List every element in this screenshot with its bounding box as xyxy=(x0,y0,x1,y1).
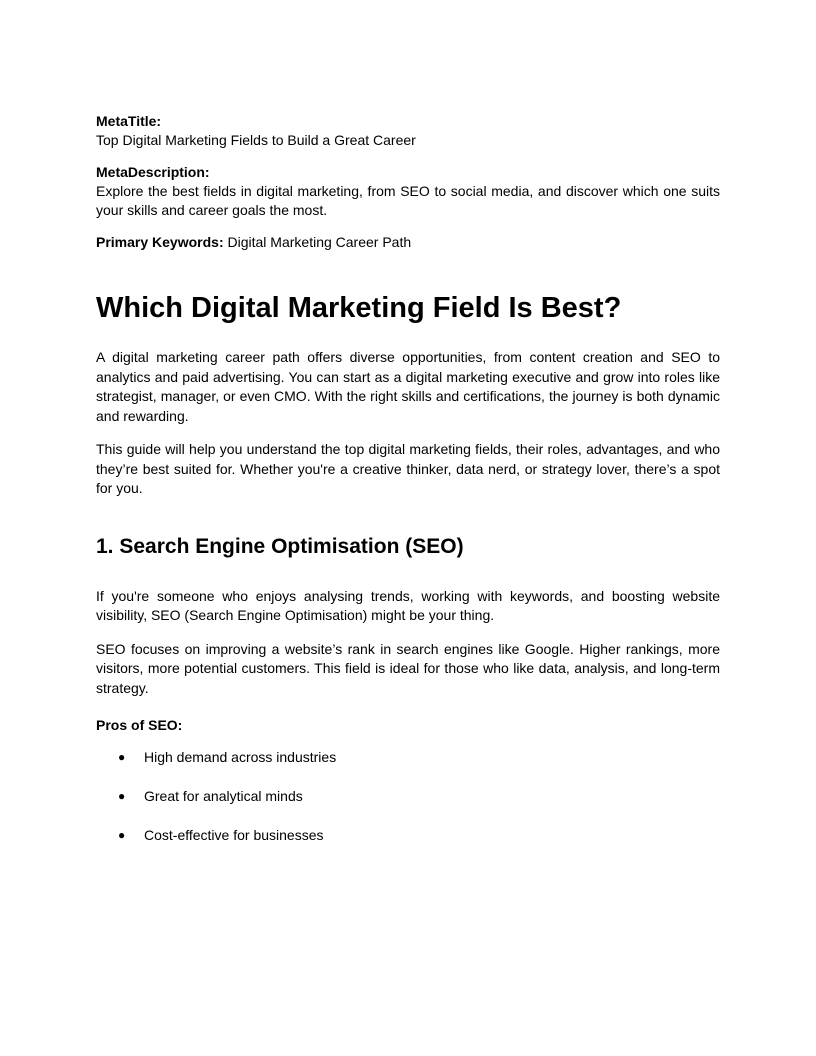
seo-paragraph-2: SEO focuses on improving a website’s rank in search engines like Google. Higher rankings, more visitors, more potential customers. This field is ideal for those who like data, analysis, and long-term strategy. xyxy=(96,640,720,696)
bullet-icon: ● xyxy=(118,828,126,842)
primary-keywords-line xyxy=(96,233,720,253)
section-seo-heading: 1. Search Engine Optimisation (SEO) xyxy=(96,534,464,558)
meta-title-block xyxy=(96,112,720,151)
list-item xyxy=(96,826,720,845)
pros-list xyxy=(96,748,720,845)
intro-paragraph-1: A digital marketing career path offers diverse opportunities, from content creation and SEO to analytics and paid advertising. You can start as a digital marketing executive and grow into roles like strategist, manager, or even CMO. With the right skills and certifications, the journey is both dynamic and rewarding. xyxy=(96,349,720,424)
list-item xyxy=(96,748,720,767)
article-heading: Which Digital Marketing Field Is Best? xyxy=(96,292,622,324)
meta-description-block xyxy=(96,163,720,221)
list-item-text: Cost-effective for businesses xyxy=(144,827,324,843)
list-item xyxy=(96,787,720,806)
list-item-text: Great for analytical minds xyxy=(144,788,303,804)
meta-description-label: MetaDescription: xyxy=(96,163,210,180)
meta-title-label: MetaTitle: xyxy=(96,113,162,129)
list-item-text: High demand across industries xyxy=(144,749,337,765)
meta-title-value: Top Digital Marketing Fields to Build a Great Career xyxy=(96,132,416,148)
primary-keywords-label: Primary Keywords: xyxy=(96,233,224,250)
meta-description-value: Explore the best fields in digital marketing, from SEO to social media, and discover which one suits your skills and career goals the most. xyxy=(96,182,720,218)
bullet-icon: ● xyxy=(118,789,126,803)
pros-label: Pros of SEO: xyxy=(96,717,183,733)
primary-keywords-value: Digital Marketing Career Path xyxy=(227,233,412,250)
intro-paragraph-2: This guide will help you understand the top digital marketing fields, their roles, advantages, and who they’re best suited for. Whether you're a creative thinker, data nerd, or strategy lover, there’s a spot for you. xyxy=(96,441,720,496)
bullet-icon: ● xyxy=(118,750,126,764)
document-page xyxy=(96,112,720,865)
seo-paragraph-1: If you're someone who enjoys analysing trends, working with keywords, and boosting website visibility, SEO (Search Engine Optimisation) might be your thing. xyxy=(96,587,720,623)
